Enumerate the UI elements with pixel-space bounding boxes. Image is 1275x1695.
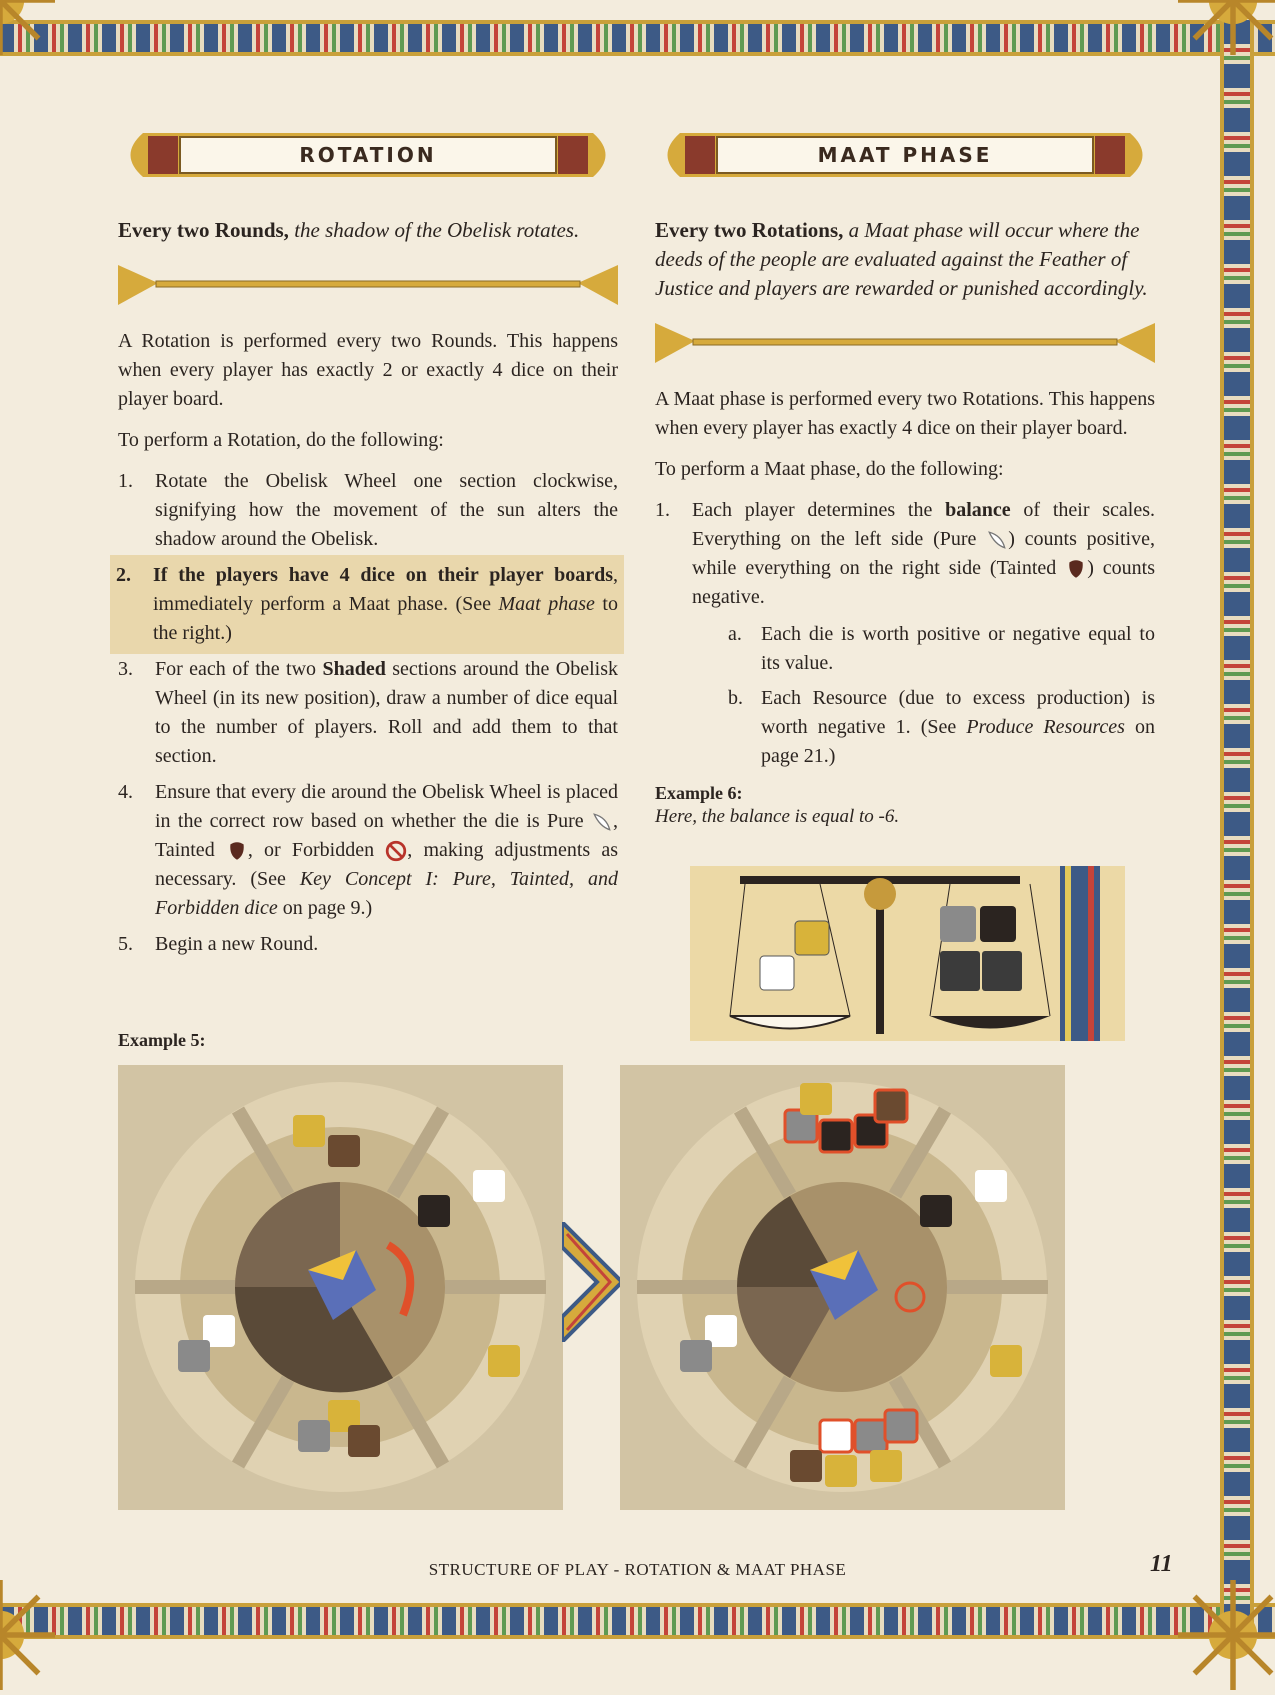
- list-item: 5. Begin a new Round.: [118, 933, 319, 955]
- sun-ornament-icon: [1178, 0, 1275, 55]
- list-item: 1. Rotate the Obelisk Wheel one section clockwise, signifying how the movement of the sun alters the shadow around the Obelisk.: [118, 470, 618, 550]
- feather-icon: [986, 529, 1008, 551]
- scales-illustration: [690, 866, 1125, 1041]
- example-6-label: Example 6:: [655, 783, 743, 803]
- list-item: 1. Each player determines the balance of their scales. Everything on the left side (Pure ) counts positive, while everything on the right side (Tainted ) counts negative. a. Each die is worth positive or negative equal to its value. b. Each Resource (due to excess production) is worth negative 1. (See Produce Resources on page 21.): [655, 496, 1155, 771]
- maat-sub-list: [728, 620, 1155, 771]
- list-item: 4. Ensure that every die around the Obelisk Wheel is placed in the correct row based on whether the die is Pure , Tainted , or Forbidden , making adjustments as necessary. (See Key Concept I: Pure, Tainted, and Forbidden dice on page 9.): [118, 781, 619, 919]
- decorative-border-right: [1220, 20, 1254, 1630]
- page-number: 11: [1150, 1551, 1173, 1577]
- rotation-banner: [118, 130, 618, 180]
- example-6-caption: Here, the balance is equal to -6.: [655, 806, 900, 827]
- heart-icon: [226, 840, 248, 862]
- rotation-lead: Every two Rounds, the shadow of the Obelisk rotates.: [118, 218, 580, 242]
- rotation-intro: A Rotation is performed every two Rounds. This happens when every player has exactly 2 or exactly 4 dice on their player board.: [118, 330, 618, 410]
- sun-ornament-icon: [1178, 1580, 1275, 1690]
- obelisk-wheel-after-image: [620, 1065, 1065, 1510]
- sun-ornament-icon: [0, 0, 55, 55]
- feather-icon: [591, 811, 613, 833]
- heart-icon: [1065, 558, 1087, 580]
- papyrus-divider: [118, 255, 618, 315]
- maat-banner: [655, 130, 1155, 180]
- obelisk-wheel-before-image: [118, 1065, 563, 1510]
- rotation-section: [118, 130, 618, 966]
- sun-ornament-icon: [0, 1580, 55, 1690]
- forbidden-icon: [385, 840, 407, 862]
- rotation-steps-list: [118, 467, 618, 959]
- list-item-highlighted: 2. If the players have 4 dice on their player boards, immediately perform a Maat phase. (See Maat phase to the right.): [116, 561, 618, 648]
- list-item: a. Each die is worth positive or negative equal to its value.: [728, 623, 1155, 674]
- list-item: 3. For each of the two Shaded sections around the Obelisk Wheel (in its new position), draw a number of dice equal to the number of players. Roll and add them to that section.: [118, 658, 618, 767]
- maat-heading: MAAT PHASE: [817, 143, 993, 167]
- maat-section: [655, 130, 1155, 828]
- maat-instructions: To perform a Maat phase, do the following:: [655, 458, 1004, 480]
- page-footer: STRUCTURE OF PLAY - ROTATION & MAAT PHASE: [428, 1560, 847, 1579]
- rotation-instructions: To perform a Rotation, do the following:: [118, 429, 444, 451]
- rotation-heading: ROTATION: [299, 143, 437, 167]
- example-5-label: Example 5:: [118, 1030, 206, 1050]
- decorative-border-top: [0, 20, 1275, 56]
- maat-lead: Every two Rotations, a Maat phase will occur where the deeds of the people are evaluated against the Feather of Justice and players are rewarded or punished accordingly.: [655, 218, 1148, 300]
- maat-intro: A Maat phase is performed every two Rotations. This happens when every player has exactly 4 dice on their player board.: [655, 388, 1155, 439]
- papyrus-divider: [655, 313, 1155, 373]
- decorative-border-bottom: [0, 1603, 1275, 1639]
- maat-steps-list: [655, 496, 1155, 771]
- list-item: b. Each Resource (due to excess production) is worth negative 1. (See Produce Resources on page 21.): [728, 687, 1156, 767]
